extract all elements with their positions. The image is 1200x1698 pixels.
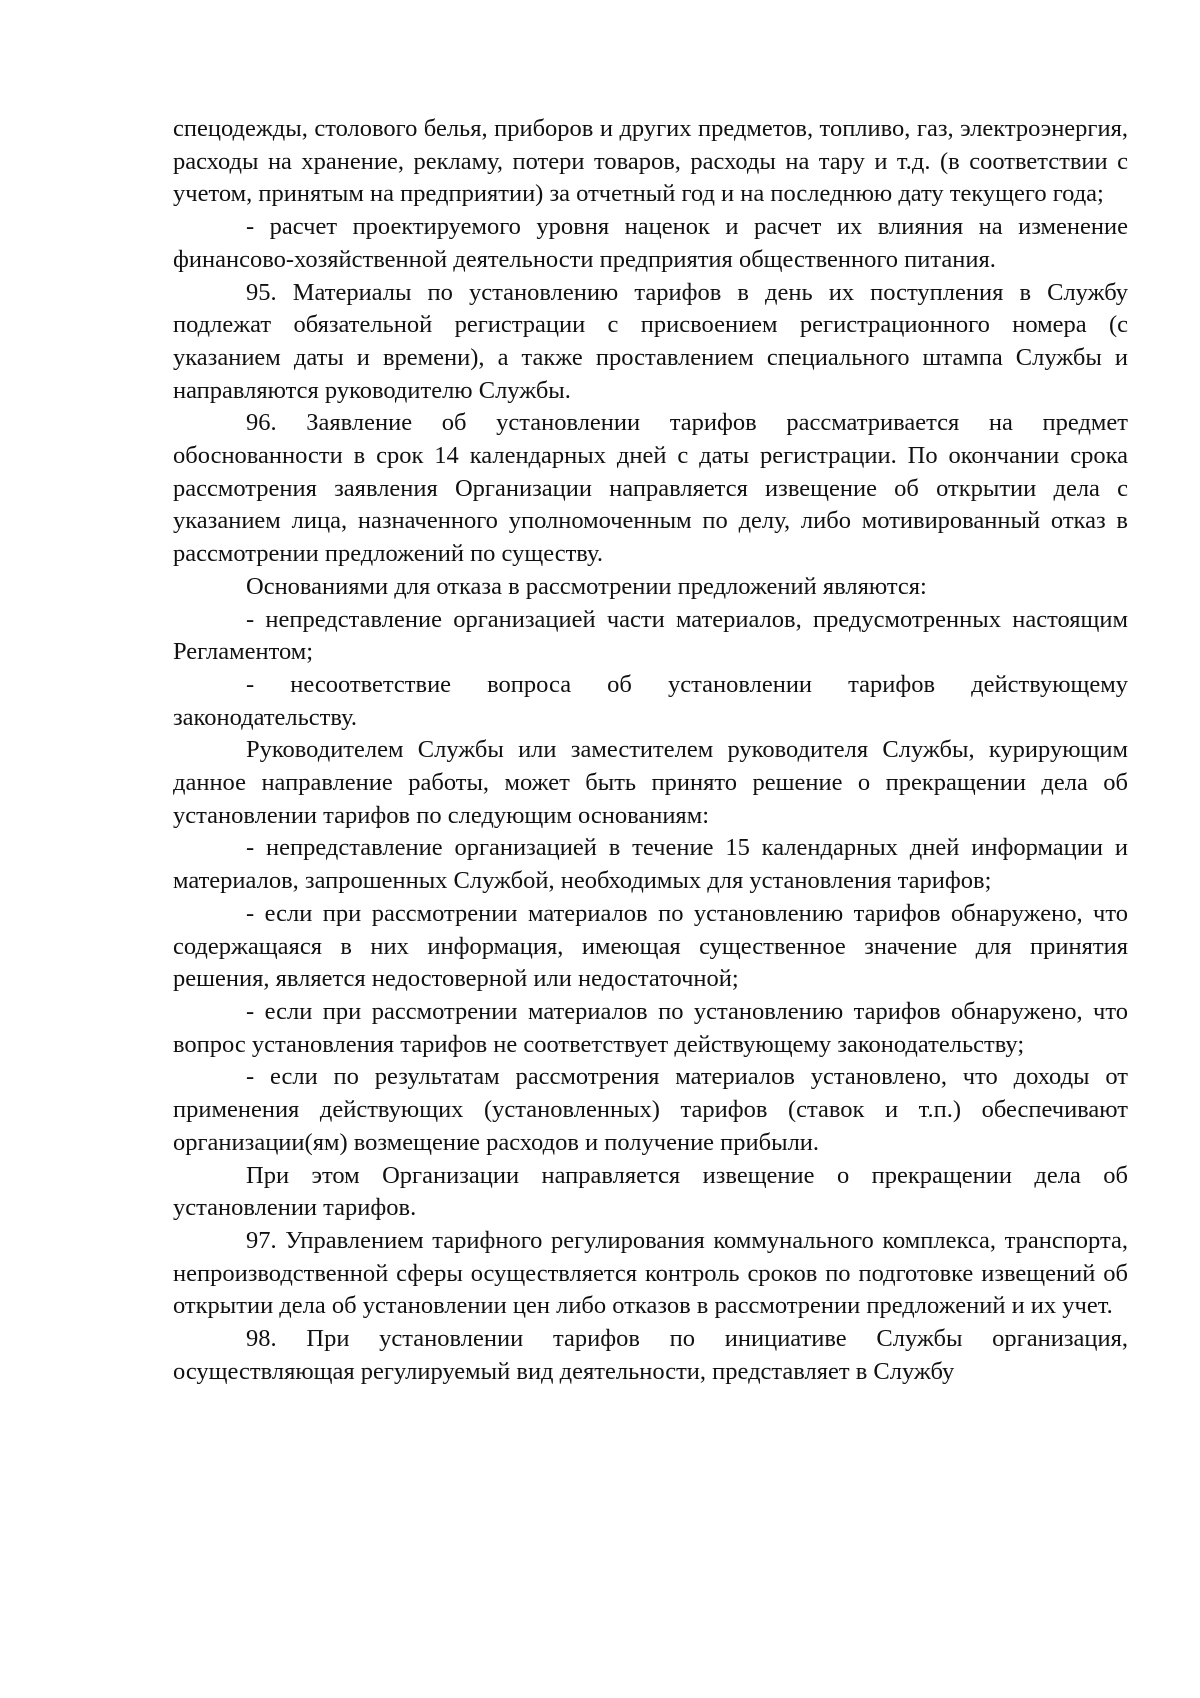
paragraph-97: 97. Управлением тарифного регулирования коммунального комплекса, транспорта, непроизводственной сферы осуществляется контроль сроков по подготовке извещений об открытии дела об установлении цен либо отказов в рассмотрении предложений и их учет. <box>173 1226 1128 1320</box>
paragraph-termination-item-2: - если при рассмотрении материалов по установлению тарифов обнаружено, что содержащаяся в них информация, имеющая существенное значение для принятия решения, является недостоверной или недостаточной; <box>173 899 1128 993</box>
paragraph-markup-calculation: - расчет проектируемого уровня наценок и расчет их влияния на изменение финансово-хозяйственной деятельности предприятия общественного питания. <box>173 213 1128 273</box>
paragraph-refusal-item-2: - несоответствие вопроса об установлении тарифов действующему законодательству. <box>173 670 1128 731</box>
paragraph-termination-item-4: - если по результатам рассмотрения материалов установлено, что доходы от применения действующих (установленных) тарифов (ставок и т.п.) обеспечивают организации(ям) возмещение расходов и получение прибыли. <box>173 1063 1128 1156</box>
paragraph-termination-decision: Руководителем Службы или заместителем руководителя Службы, курирующим данное направление работы, может быть принято решение о прекращении дела об установлении тарифов по следующим основаниям: <box>173 736 1128 829</box>
paragraph-continuation: спецодежды, столового белья, приборов и других предметов, топливо, газ, электроэнергия, расходы на хранение, рекламу, потери товаров, расходы на тару и т.д. (в соответствии с учетом, принятым на предприятии) за отчетный год и на последнюю дату текущего года; <box>173 115 1128 208</box>
paragraph-98: 98. При установлении тарифов по инициативе Службы организация, осуществляющая регулируемый вид деятельности, представляет в Службу <box>173 1325 1128 1385</box>
paragraph-termination-notice: При этом Организации направляется извещение о прекращении дела об установлении тарифов. <box>173 1161 1128 1222</box>
paragraph-termination-item-3: - если при рассмотрении материалов по установлению тарифов обнаружено, что вопрос установления тарифов не соответствует действующему законодательству; <box>173 997 1128 1058</box>
paragraph-termination-item-1: - непредставление организацией в течение 15 календарных дней информации и материалов, запрошенных Службой, необходимых для установления тарифов; <box>173 834 1128 895</box>
paragraph-refusal-item-1: - непредставление организацией части материалов, предусмотренных настоящим Регламентом; <box>173 605 1128 666</box>
document-body <box>173 113 1128 1388</box>
paragraph-refusal-grounds: Основаниями для отказа в рассмотрении предложений являются: <box>246 572 927 600</box>
paragraph-96: 96. Заявление об установлении тарифов рассматривается на предмет обоснованности в срок 14 календарных дней с даты регистрации. По окончании срока рассмотрения заявления Организации направляется извещение об открытии дела с указанием лица, назначенного уполномоченным по делу, либо мотивированный отказ в рассмотрении предложений по существу. <box>173 409 1128 568</box>
paragraph-95: 95. Материалы по установлению тарифов в день их поступления в Службу подлежат обязательной регистрации с присвоением регистрационного номера (с указанием даты и времени), а также проставлением специального штампа Службы и направляются руководителю Службы. <box>173 278 1128 404</box>
